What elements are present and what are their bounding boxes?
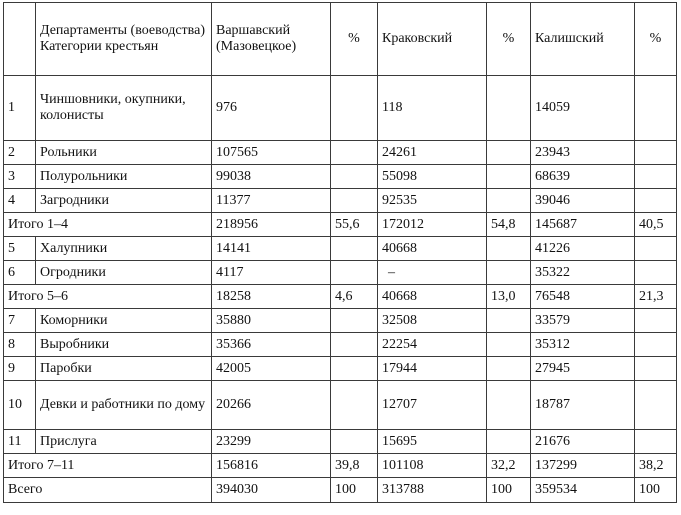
table-row [4,141,677,165]
row-num: 8 [4,333,36,357]
subtotal-label: Итого 7–11 [4,454,212,478]
row-category: Полурольники [36,165,212,189]
table-row [4,165,677,189]
row-krakow: 17944 [378,357,487,381]
row-warsaw: 18258 [212,285,331,309]
row-pct-warsaw [331,237,378,261]
table-row [4,309,677,333]
subtotal-label: Итого 5–6 [4,285,212,309]
row-krakow: 313788 [378,478,487,503]
row-warsaw: 99038 [212,165,331,189]
row-pct-warsaw [331,381,378,430]
row-pct-krakow [487,381,531,430]
row-warsaw: 4117 [212,261,331,285]
row-pct-krakow: 32,2 [487,454,531,478]
row-pct-warsaw [331,430,378,454]
row-category: Прислуга [36,430,212,454]
row-pct-krakow: 54,8 [487,213,531,237]
row-kalisz: 18787 [531,381,635,430]
row-krakow: 40668 [378,285,487,309]
subtotal-row [4,454,677,478]
row-krakow: 24261 [378,141,487,165]
table-row [4,237,677,261]
table-row [4,189,677,213]
row-category: Рольники [36,141,212,165]
row-krakow: 92535 [378,189,487,213]
row-category: Паробки [36,357,212,381]
row-pct-kalisz [635,309,677,333]
row-num: 6 [4,261,36,285]
row-krakow: 12707 [378,381,487,430]
header-kalisz: Калишский [531,3,635,76]
row-kalisz: 68639 [531,165,635,189]
row-kalisz: 23943 [531,141,635,165]
row-pct-kalisz [635,261,677,285]
total-row [4,478,677,503]
row-num: 9 [4,357,36,381]
row-pct-krakow [487,76,531,141]
header-pct-kalisz: % [635,3,677,76]
row-krakow: 55098 [378,165,487,189]
row-pct-warsaw [331,165,378,189]
row-num: 10 [4,381,36,430]
row-warsaw: 20266 [212,381,331,430]
header-category: Департаменты (воеводства) Категории крестьян [36,3,212,76]
table-row [4,430,677,454]
row-category: Загродники [36,189,212,213]
row-num: 3 [4,165,36,189]
table-row [4,76,677,141]
row-pct-kalisz: 38,2 [635,454,677,478]
row-pct-krakow: 100 [487,478,531,503]
row-pct-warsaw [331,261,378,285]
row-pct-krakow [487,261,531,285]
row-pct-krakow [487,165,531,189]
row-pct-kalisz: 100 [635,478,677,503]
row-warsaw: 35880 [212,309,331,333]
row-warsaw: 23299 [212,430,331,454]
row-kalisz: 27945 [531,357,635,381]
row-category: Коморники [36,309,212,333]
row-pct-krakow [487,237,531,261]
row-pct-kalisz [635,333,677,357]
row-pct-warsaw [331,76,378,141]
row-krakow: 40668 [378,237,487,261]
header-num-cell [4,3,36,76]
row-category: Девки и работники по дому [36,381,212,430]
row-pct-krakow [487,430,531,454]
row-pct-kalisz [635,141,677,165]
total-label: Всего [4,478,212,503]
header-warsaw: Варшавский (Мазовецкое) [212,3,331,76]
row-num: 1 [4,76,36,141]
row-pct-krakow [487,189,531,213]
row-krakow: 22254 [378,333,487,357]
row-pct-kalisz [635,237,677,261]
row-pct-kalisz: 40,5 [635,213,677,237]
row-kalisz: 35312 [531,333,635,357]
row-pct-warsaw: 55,6 [331,213,378,237]
row-warsaw: 42005 [212,357,331,381]
row-pct-kalisz: 21,3 [635,285,677,309]
row-warsaw: 14141 [212,237,331,261]
table-row [4,381,677,430]
table-row [4,333,677,357]
row-pct-krakow: 13,0 [487,285,531,309]
row-pct-warsaw [331,189,378,213]
subtotal-row [4,285,677,309]
row-pct-kalisz [635,165,677,189]
row-pct-kalisz [635,189,677,213]
subtotal-label: Итого 1–4 [4,213,212,237]
row-warsaw: 156816 [212,454,331,478]
row-krakow: 118 [378,76,487,141]
row-kalisz: 14059 [531,76,635,141]
row-krakow: 32508 [378,309,487,333]
row-kalisz: 33579 [531,309,635,333]
row-warsaw: 394030 [212,478,331,503]
row-pct-warsaw [331,357,378,381]
row-pct-krakow [487,357,531,381]
row-krakow: – [378,261,487,285]
row-category: Халупники [36,237,212,261]
row-category: Чиншовники, окупники, колонисты [36,76,212,141]
row-krakow: 172012 [378,213,487,237]
header-pct-warsaw: % [331,3,378,76]
row-kalisz: 35322 [531,261,635,285]
row-num: 11 [4,430,36,454]
row-kalisz: 76548 [531,285,635,309]
row-pct-kalisz [635,381,677,430]
header-pct-krakow: % [487,3,531,76]
row-num: 2 [4,141,36,165]
row-pct-warsaw: 4,6 [331,285,378,309]
row-pct-warsaw [331,141,378,165]
row-num: 7 [4,309,36,333]
row-krakow: 15695 [378,430,487,454]
row-num: 5 [4,237,36,261]
row-pct-kalisz [635,76,677,141]
row-warsaw: 976 [212,76,331,141]
row-warsaw: 35366 [212,333,331,357]
row-pct-warsaw: 39,8 [331,454,378,478]
table-row [4,261,677,285]
header-krakow: Краковский [378,3,487,76]
subtotal-row [4,213,677,237]
row-pct-warsaw [331,333,378,357]
row-krakow: 101108 [378,454,487,478]
row-pct-krakow [487,141,531,165]
row-num: 4 [4,189,36,213]
row-kalisz: 137299 [531,454,635,478]
row-pct-krakow [487,309,531,333]
peasant-categories-table [3,2,677,503]
row-pct-krakow [487,333,531,357]
row-pct-kalisz [635,430,677,454]
row-warsaw: 218956 [212,213,331,237]
table-row [4,357,677,381]
row-pct-warsaw [331,309,378,333]
row-warsaw: 11377 [212,189,331,213]
row-kalisz: 39046 [531,189,635,213]
row-kalisz: 41226 [531,237,635,261]
row-kalisz: 145687 [531,213,635,237]
table-header-row [4,3,677,76]
row-kalisz: 359534 [531,478,635,503]
row-pct-warsaw: 100 [331,478,378,503]
row-category: Огродники [36,261,212,285]
row-kalisz: 21676 [531,430,635,454]
row-category: Выробники [36,333,212,357]
row-pct-kalisz [635,357,677,381]
row-warsaw: 107565 [212,141,331,165]
